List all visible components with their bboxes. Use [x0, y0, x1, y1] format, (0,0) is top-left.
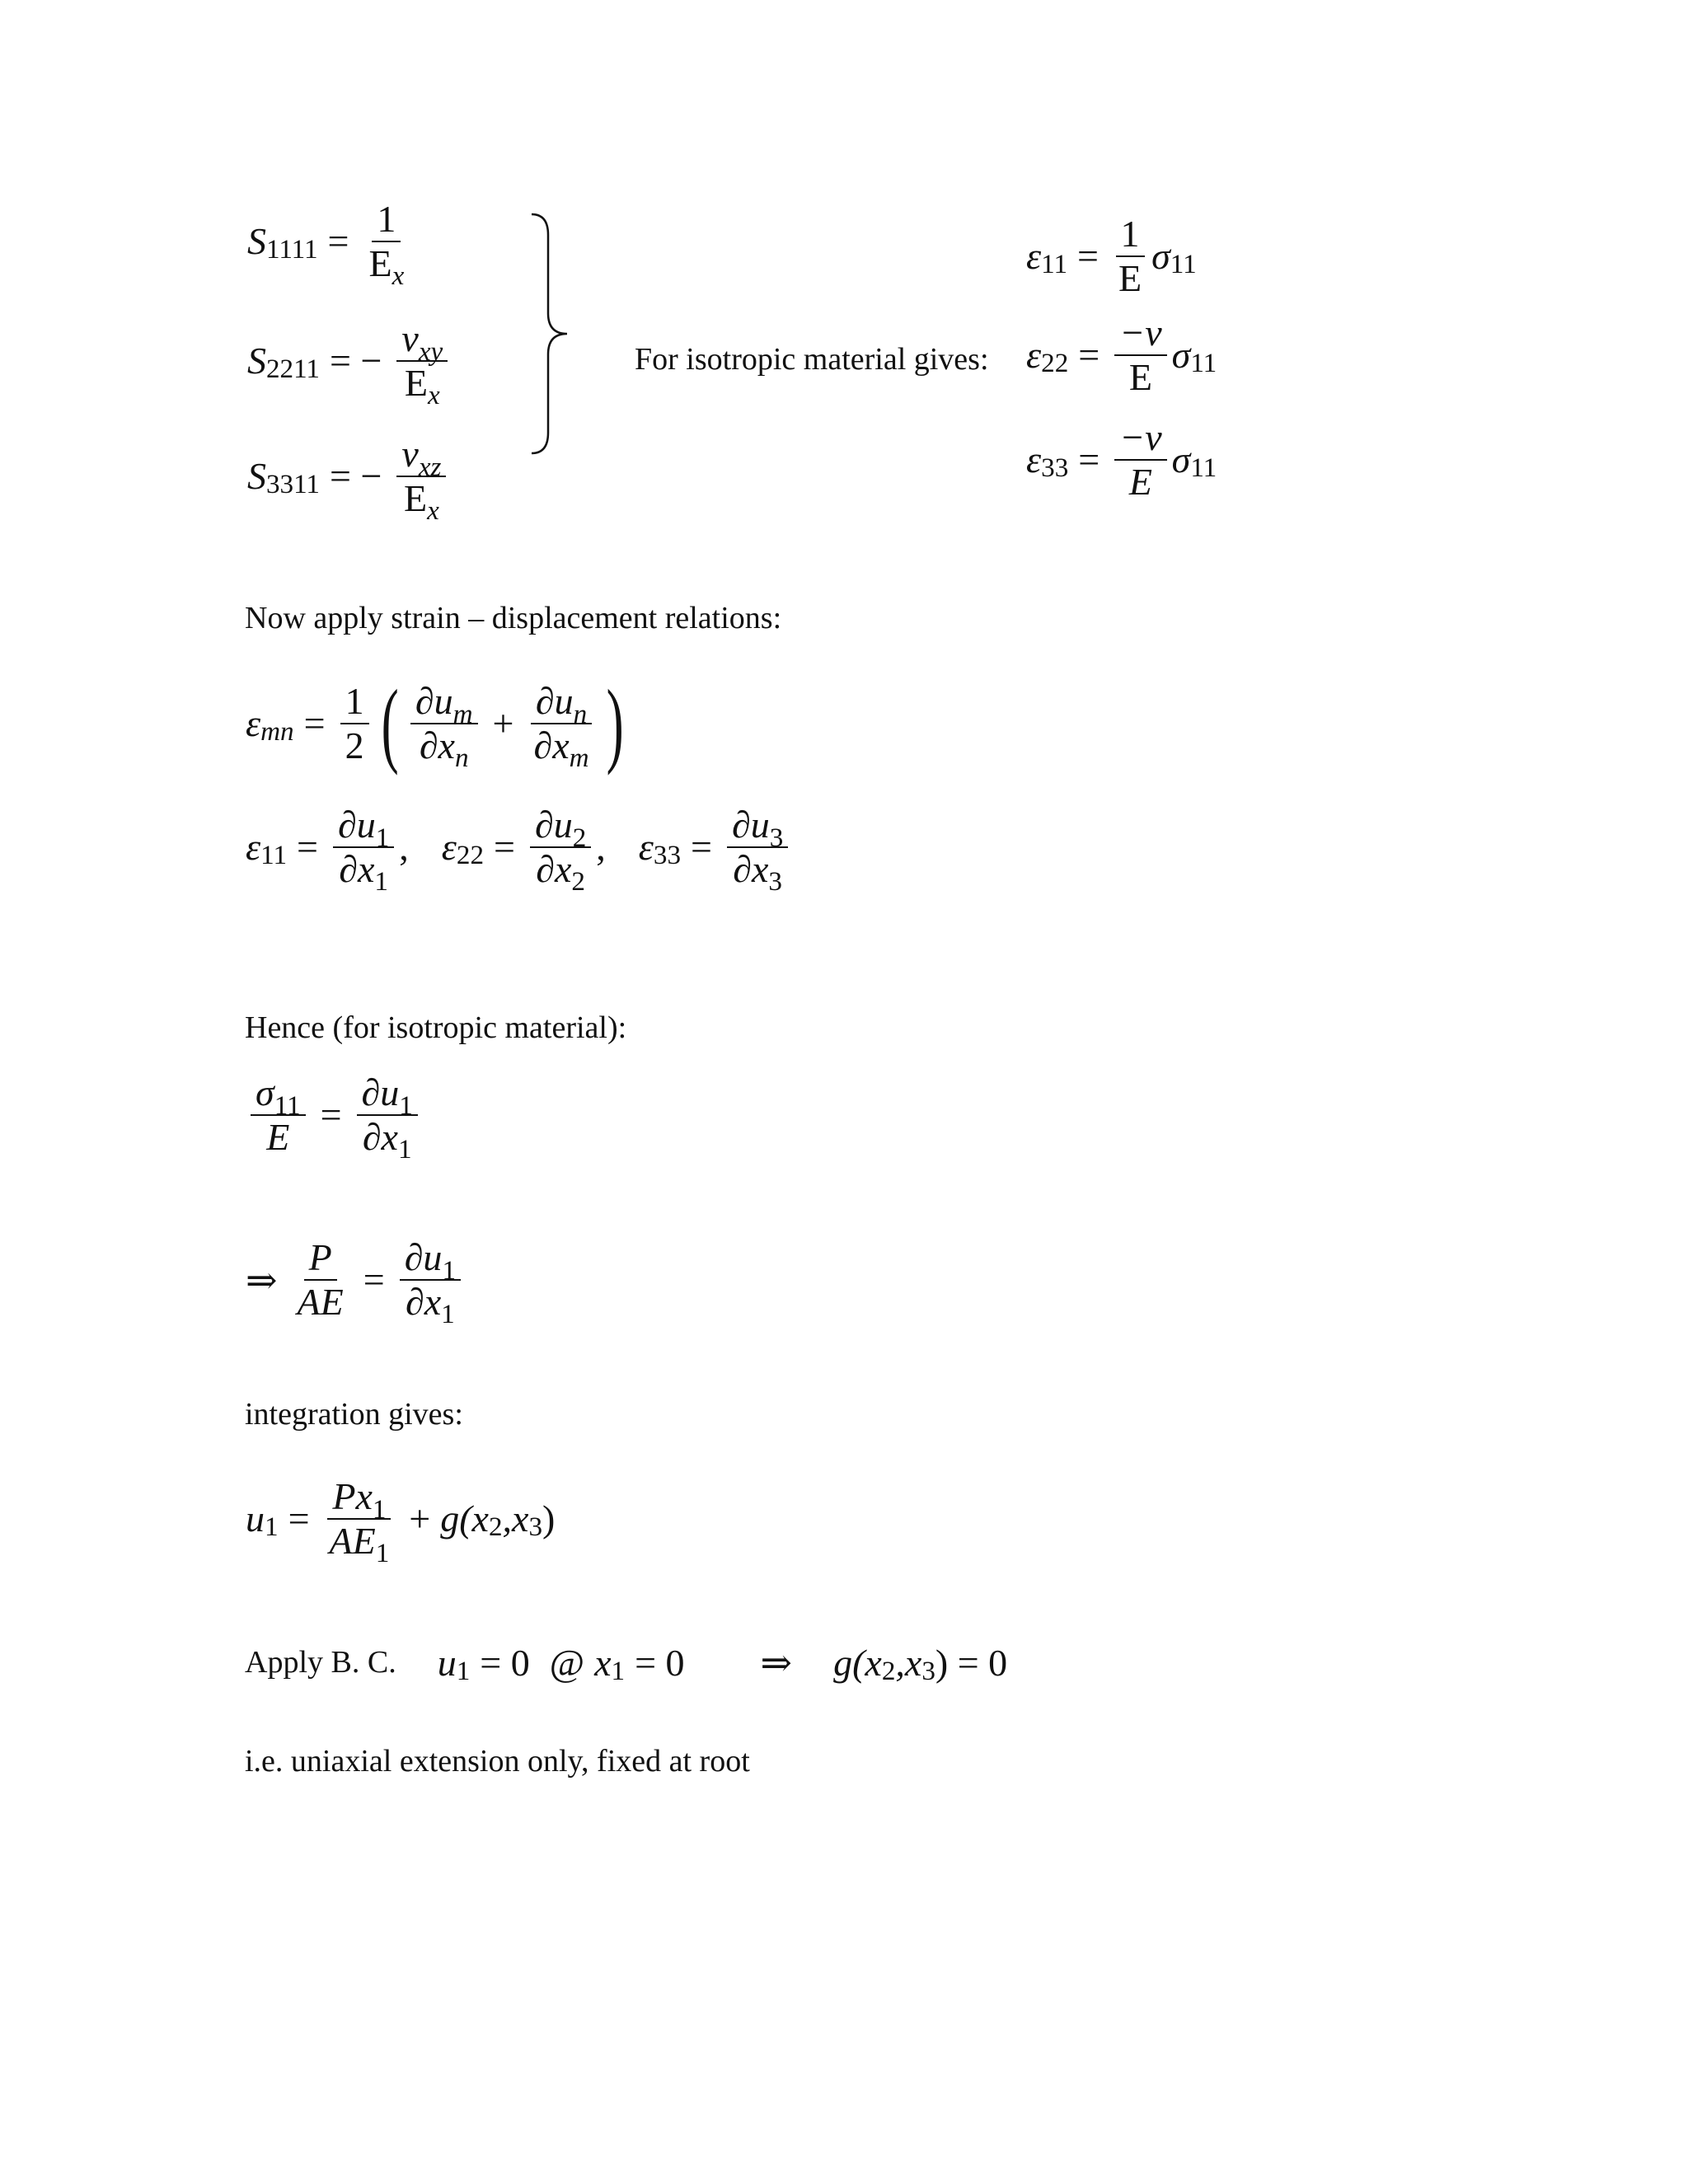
hence-equation — [246, 1071, 423, 1165]
numerator: ν — [401, 433, 419, 475]
fraction — [1114, 312, 1166, 398]
numerator: P — [304, 1236, 337, 1281]
subscript: 3311 — [266, 469, 320, 500]
equals-zero-2: = 0 — [635, 1641, 685, 1684]
denominator: E — [266, 1115, 290, 1158]
equals: = — [494, 826, 515, 869]
g-mid: ,x — [502, 1497, 529, 1540]
half-fraction — [340, 680, 369, 766]
numerator-sub: 2 — [572, 822, 587, 853]
u-sub: 1 — [456, 1655, 471, 1686]
x-sub: 1 — [611, 1655, 626, 1686]
lhs-sub: 1 — [265, 1511, 279, 1543]
denominator: 2 — [345, 724, 364, 766]
numerator-sub: n — [573, 698, 588, 729]
lhs-sub: 22 — [456, 840, 485, 871]
right-fraction — [357, 1071, 418, 1165]
denominator: ∂x — [405, 1280, 442, 1323]
fraction — [530, 804, 591, 898]
sigma: σ — [1171, 334, 1191, 377]
fraction — [364, 198, 410, 292]
compliance-s3311 — [247, 433, 451, 527]
fraction — [325, 1475, 395, 1569]
g-function: g(x — [440, 1497, 489, 1540]
numerator-sub: xy — [418, 335, 443, 367]
numerator: ν — [401, 317, 419, 359]
denominator: ∂x — [339, 847, 375, 890]
strain-component-22 — [441, 804, 606, 898]
sigma: σ — [1171, 438, 1191, 481]
compliance-s2211 — [247, 317, 452, 411]
left-fraction — [251, 1071, 306, 1158]
denominator: E — [1118, 256, 1142, 299]
fraction — [396, 433, 446, 527]
sigma-sub: 11 — [1170, 249, 1197, 280]
numerator-sub: xz — [418, 451, 442, 482]
left-paren: ( — [381, 671, 399, 776]
equals: = — [1078, 334, 1100, 377]
numerator-sub: 11 — [274, 1090, 301, 1121]
x: x — [594, 1641, 612, 1684]
symbol: S — [247, 455, 266, 498]
numerator-sub: m — [452, 698, 473, 729]
fraction — [1114, 416, 1166, 503]
symbol: ε — [1026, 235, 1042, 278]
g-sub2: 3 — [921, 1655, 935, 1686]
denominator-sub: x — [392, 260, 405, 292]
numerator: ∂u — [535, 679, 574, 722]
denominator: E — [404, 361, 428, 404]
denominator-sub: x — [427, 495, 439, 527]
denominator-sub: 2 — [571, 866, 585, 898]
equals: = − — [330, 340, 382, 382]
equals-zero-1: = 0 — [480, 1641, 530, 1684]
symbol: S — [247, 220, 266, 263]
left-fraction — [293, 1236, 349, 1323]
hence-heading: Hence (for isotropic material): — [245, 1010, 627, 1045]
g-end: ) = 0 — [935, 1641, 1008, 1684]
g-end: ) — [542, 1497, 556, 1540]
numerator: ∂u — [731, 804, 770, 846]
integration-equation — [246, 1475, 556, 1569]
numerator: −ν — [1114, 312, 1166, 356]
numerator-sub: 3 — [769, 822, 784, 853]
plus: + — [409, 1497, 431, 1540]
numerator: ∂u — [337, 804, 376, 846]
denominator-sub: 1 — [397, 1134, 412, 1165]
g-sub2: 3 — [528, 1511, 543, 1543]
equals: = — [327, 220, 349, 263]
g-mid: ,x — [895, 1641, 922, 1684]
numerator: 1 — [372, 198, 401, 242]
denominator-sub: 1 — [374, 866, 388, 898]
numerator-sub: 1 — [442, 1254, 456, 1286]
numerator: −ν — [1114, 416, 1166, 461]
conclusion-text: i.e. uniaxial extension only, fixed at root — [245, 1744, 750, 1779]
isotropic-e22 — [1026, 312, 1217, 398]
lhs: u — [246, 1497, 265, 1540]
numerator: 1 — [1116, 213, 1145, 257]
equals: = — [1077, 235, 1099, 278]
equals: = — [691, 826, 712, 869]
term1-fraction — [410, 679, 478, 774]
sigma-sub: 11 — [1190, 348, 1217, 379]
denominator: ∂x — [733, 847, 769, 890]
equals: = — [320, 1094, 342, 1137]
isotropic-e11 — [1026, 213, 1197, 299]
strain-component-33 — [638, 804, 794, 898]
strain-heading: Now apply strain – displacement relations: — [245, 601, 782, 635]
numerator: σ — [256, 1071, 274, 1113]
numerator: 1 — [340, 680, 369, 724]
isotropic-label: For isotropic material gives: — [635, 342, 989, 377]
subscript: 33 — [1041, 452, 1069, 484]
term2-fraction — [528, 679, 593, 774]
subscript: 11 — [1041, 249, 1068, 280]
subscript: 1111 — [266, 234, 318, 265]
equals: = — [363, 1258, 385, 1301]
sigma: σ — [1151, 235, 1170, 278]
denominator: E — [1128, 355, 1152, 398]
right-brace-icon — [528, 210, 577, 457]
denominator-sub: 3 — [768, 866, 782, 898]
compliance-s1111 — [247, 198, 414, 292]
g-sub1: 2 — [488, 1511, 503, 1543]
denominator: E — [1128, 460, 1152, 503]
denominator-sub: 1 — [441, 1299, 455, 1330]
separator: , — [399, 826, 409, 869]
symbol: S — [247, 340, 266, 382]
fraction — [396, 317, 448, 411]
right-paren: ) — [606, 671, 624, 776]
fraction — [333, 804, 394, 898]
subscript: 22 — [1041, 348, 1069, 379]
denominator: ∂x — [533, 724, 570, 766]
numerator: ∂u — [534, 804, 573, 846]
denominator-sub: x — [428, 380, 440, 411]
lhs-sub: mn — [260, 716, 294, 748]
denominator-sub: m — [569, 743, 589, 774]
lhs: ε — [441, 826, 457, 869]
right-fraction — [400, 1236, 461, 1330]
denominator: E — [368, 241, 392, 284]
lhs-sub: 11 — [260, 840, 288, 871]
u: u — [437, 1641, 457, 1684]
denominator: ∂x — [419, 724, 455, 766]
implies-arrow-icon: ⇒ — [246, 1258, 278, 1301]
denominator: AE — [329, 1519, 376, 1562]
strain-components — [246, 804, 793, 898]
equals: = − — [330, 455, 382, 498]
numerator-sub: 1 — [372, 1493, 387, 1525]
separator: , — [596, 826, 606, 869]
equals: = — [1078, 438, 1100, 481]
bc-label: Apply B. C. — [245, 1645, 396, 1680]
denominator: ∂x — [362, 1115, 398, 1158]
strain-component-11 — [246, 804, 409, 898]
lhs: ε — [246, 826, 261, 869]
equals: = — [303, 702, 326, 744]
equals: = — [297, 826, 318, 869]
plus: + — [492, 702, 514, 744]
isotropic-e33 — [1026, 416, 1217, 503]
fraction — [1114, 213, 1146, 299]
sigma-sub: 11 — [1190, 452, 1217, 484]
symbol: ε — [1026, 438, 1042, 481]
numerator: ∂u — [404, 1236, 443, 1278]
at-symbol: @ — [549, 1641, 585, 1684]
numerator: ∂u — [415, 679, 453, 722]
subscript: 2211 — [266, 354, 320, 385]
g-function: g(x — [833, 1641, 882, 1684]
numerator-sub: 1 — [375, 822, 390, 853]
denominator-sub: 1 — [375, 1538, 390, 1569]
g-sub1: 2 — [881, 1655, 896, 1686]
lhs: ε — [638, 826, 654, 869]
denominator-sub: n — [454, 743, 469, 774]
boundary-condition — [245, 1640, 1007, 1685]
lhs-sub: 33 — [653, 840, 682, 871]
numerator: ∂u — [361, 1071, 400, 1113]
symbol: ε — [1026, 334, 1042, 377]
lhs: ε — [246, 702, 261, 744]
denominator: ∂x — [536, 847, 572, 890]
numerator-sub: 1 — [399, 1090, 413, 1121]
implies-arrow-icon: ⇒ — [760, 1642, 793, 1684]
implies-equation — [246, 1236, 466, 1330]
fraction — [727, 804, 788, 898]
integration-heading: integration gives: — [245, 1397, 463, 1432]
equals: = — [288, 1497, 310, 1540]
strain-general-equation — [246, 671, 631, 776]
denominator: E — [403, 476, 428, 519]
numerator: Px — [332, 1475, 373, 1517]
denominator: AE — [297, 1280, 344, 1323]
